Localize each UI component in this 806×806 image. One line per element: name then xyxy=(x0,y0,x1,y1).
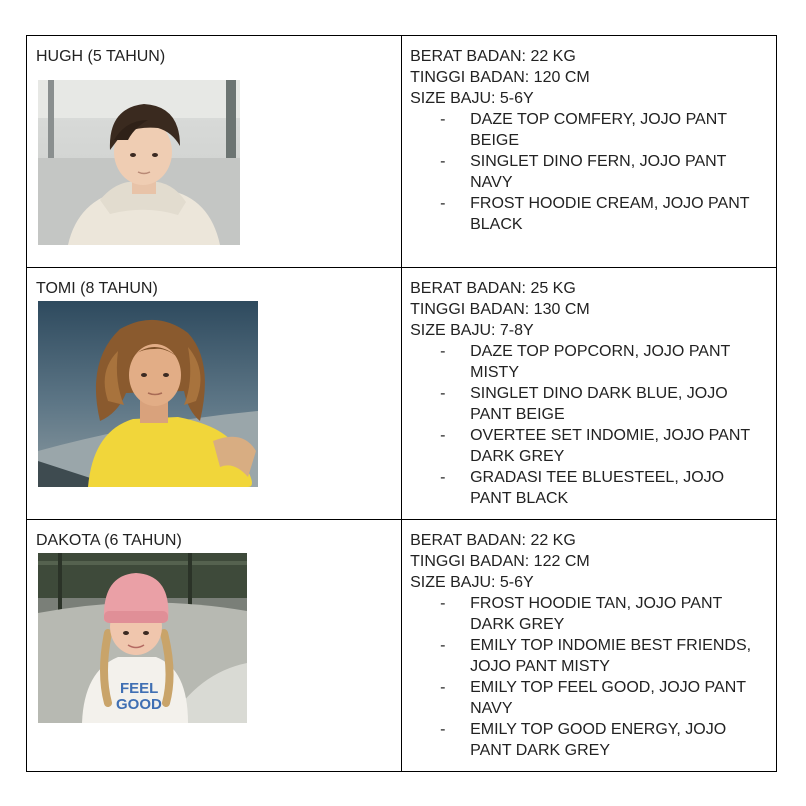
bullet-dash: - xyxy=(440,385,446,402)
outfit-text: FROST HOODIE CREAM, JOJO PANT BLACK xyxy=(470,195,750,233)
model-photo xyxy=(38,553,247,723)
table-row xyxy=(27,268,777,520)
model-name: HUGH (5 TAHUN) xyxy=(36,48,166,65)
model-name: TOMI (8 TAHUN) xyxy=(36,280,158,297)
size-text: SIZE BAJU: 5-6Y xyxy=(410,574,534,591)
bullet-dash: - xyxy=(440,595,446,612)
list-item xyxy=(410,635,770,677)
details-cell xyxy=(402,36,777,268)
model-cell xyxy=(27,520,402,772)
bullet-dash: - xyxy=(440,343,446,360)
shirt-print-line2: GOOD xyxy=(116,696,162,713)
model-photo xyxy=(38,301,258,487)
list-item xyxy=(410,193,770,235)
size-text: SIZE BAJU: 7-8Y xyxy=(410,322,534,339)
outfit-text: SINGLET DINO DARK BLUE, JOJO PANT BEIGE xyxy=(470,385,728,423)
height-text: TINGGI BADAN: 120 CM xyxy=(410,69,590,86)
weight-text: BERAT BADAN: 22 KG xyxy=(410,48,576,65)
list-item xyxy=(410,593,770,635)
bullet-dash: - xyxy=(440,195,446,212)
model-name: DAKOTA (6 TAHUN) xyxy=(36,532,182,549)
model-cell xyxy=(27,268,402,520)
outfit-text: EMILY TOP FEEL GOOD, JOJO PANT NAVY xyxy=(470,679,746,717)
outfit-text: SINGLET DINO FERN, JOJO PANT NAVY xyxy=(470,153,727,191)
weight-text: BERAT BADAN: 25 KG xyxy=(410,280,576,297)
outfit-text: DAZE TOP POPCORN, JOJO PANT MISTY xyxy=(470,343,731,381)
bullet-dash: - xyxy=(440,637,446,654)
list-item xyxy=(410,109,770,151)
list-item xyxy=(410,341,770,383)
list-item xyxy=(410,677,770,719)
model-photo xyxy=(38,80,240,245)
table-row xyxy=(27,36,777,268)
model-cell xyxy=(27,36,402,268)
outfit-text: OVERTEE SET INDOMIE, JOJO PANT DARK GREY xyxy=(470,427,750,465)
outfit-text: EMILY TOP GOOD ENERGY, JOJO PANT DARK GREY xyxy=(470,721,727,759)
size-guide-table xyxy=(26,35,777,772)
list-item xyxy=(410,719,770,761)
bullet-dash: - xyxy=(440,427,446,444)
outfit-text: EMILY TOP INDOMIE BEST FRIENDS, JOJO PANT MISTY xyxy=(470,637,752,675)
details-cell xyxy=(402,520,777,772)
outfit-list xyxy=(410,109,770,235)
outfit-text: GRADASI TEE BLUESTEEL, JOJO PANT BLACK xyxy=(470,469,725,507)
bullet-dash: - xyxy=(440,679,446,696)
bullet-dash: - xyxy=(440,153,446,170)
details-cell xyxy=(402,268,777,520)
list-item xyxy=(410,425,770,467)
shirt-print-line1: FEEL xyxy=(120,680,159,697)
outfit-text: DAZE TOP COMFERY, JOJO PANT BEIGE xyxy=(470,111,727,149)
list-item xyxy=(410,467,770,509)
list-item xyxy=(410,383,770,425)
weight-text: BERAT BADAN: 22 KG xyxy=(410,532,576,549)
bullet-dash: - xyxy=(440,469,446,486)
table-row xyxy=(27,520,777,772)
bullet-dash: - xyxy=(440,721,446,738)
bullet-dash: - xyxy=(440,111,446,128)
height-text: TINGGI BADAN: 130 CM xyxy=(410,301,590,318)
outfit-list xyxy=(410,341,770,509)
height-text: TINGGI BADAN: 122 CM xyxy=(410,553,590,570)
list-item xyxy=(410,151,770,193)
size-text: SIZE BAJU: 5-6Y xyxy=(410,90,534,107)
outfit-list xyxy=(410,593,770,761)
outfit-text: FROST HOODIE TAN, JOJO PANT DARK GREY xyxy=(470,595,722,633)
